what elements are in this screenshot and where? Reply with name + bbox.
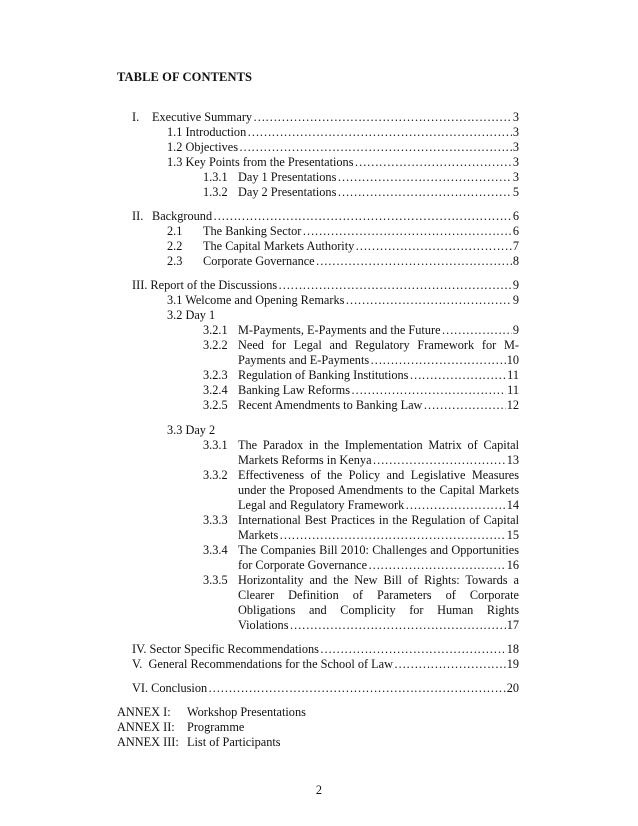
toc-title: Banking Law Reforms xyxy=(238,383,351,397)
toc-page: 20 xyxy=(506,681,519,695)
toc-entry-day1-presentations[interactable] xyxy=(238,170,519,185)
dot-leader xyxy=(354,155,511,170)
dot-leader xyxy=(278,278,512,293)
dot-leader xyxy=(373,453,506,468)
toc-title: Payments and E-Payments xyxy=(238,353,370,367)
toc-heading: TABLE OF CONTENTS xyxy=(117,70,253,84)
toc-title-line[interactable]: Clearer Definition of Parameters of Corporate xyxy=(238,588,519,602)
toc-title-line[interactable]: The Paradox in the Implementation Matrix of Capital xyxy=(238,438,519,452)
dot-leader xyxy=(320,642,506,657)
dot-leader xyxy=(337,185,511,200)
toc-title: 1.1 Introduction xyxy=(167,125,247,139)
toc-title: for Corporate Governance xyxy=(238,558,368,572)
toc-title: The Capital Markets Authority xyxy=(203,239,355,253)
annex-2-key: ANNEX II: xyxy=(117,720,175,734)
toc-num-3-2-2: 3.2.2 xyxy=(203,338,228,352)
dot-leader xyxy=(337,170,511,185)
toc-entry-regulation-banking[interactable] xyxy=(238,368,519,383)
toc-num-1-3-1: 1.3.1 xyxy=(203,170,228,184)
toc-title: Background xyxy=(152,209,213,223)
toc-title-line[interactable]: Horizontality and the New Bill of Rights: Towards a xyxy=(238,573,519,587)
annex-3-key: ANNEX III: xyxy=(117,735,179,749)
toc-title-line[interactable]: Effectiveness of the Policy and Legislative Measures xyxy=(238,468,519,482)
toc-page: 19 xyxy=(506,657,519,671)
toc-num-3-3-4: 3.3.4 xyxy=(203,543,228,557)
toc-num-ii: II. xyxy=(132,209,144,223)
toc-page: 11 xyxy=(507,383,519,397)
toc-entry-day-2[interactable]: 3.3 Day 2 xyxy=(167,423,216,437)
dot-leader xyxy=(316,254,512,269)
toc-page: 3 xyxy=(512,110,519,124)
toc-title: M-Payments, E-Payments and the Future xyxy=(238,323,441,337)
toc-page: 14 xyxy=(506,498,519,512)
toc-num-3-2-4: 3.2.4 xyxy=(203,383,228,397)
toc-title-line[interactable]: Obligations and Complicity for Human Rights xyxy=(238,603,519,617)
toc-entry-background[interactable] xyxy=(152,209,519,224)
toc-title: The Banking Sector xyxy=(203,224,302,238)
dot-leader xyxy=(405,498,505,513)
annex-1-title[interactable]: Workshop Presentations xyxy=(187,705,306,719)
toc-num-2-3: 2.3 xyxy=(167,254,183,268)
dot-leader xyxy=(351,383,506,398)
dot-leader xyxy=(370,353,506,368)
toc-title: 1.2 Objectives xyxy=(167,140,239,154)
dot-leader xyxy=(279,528,505,543)
dot-leader xyxy=(239,140,512,155)
toc-entry-day2-presentations[interactable] xyxy=(238,185,519,200)
dot-leader xyxy=(247,125,512,140)
dot-leader xyxy=(409,368,506,383)
toc-page: 17 xyxy=(506,618,519,632)
toc-title: Markets xyxy=(238,528,279,542)
toc-num-3-2-5: 3.2.5 xyxy=(203,398,228,412)
annex-1-key: ANNEX I: xyxy=(117,705,171,719)
toc-entry-banking-sector[interactable] xyxy=(203,224,519,239)
toc-title: VI. Conclusion xyxy=(132,681,208,695)
dot-leader xyxy=(345,293,511,308)
dot-leader xyxy=(394,657,506,672)
toc-entry-capital-markets-authority[interactable] xyxy=(203,239,519,254)
toc-num-3-2-1: 3.2.1 xyxy=(203,323,228,337)
toc-num-3-3-1: 3.3.1 xyxy=(203,438,228,452)
toc-page: 6 xyxy=(512,224,519,238)
toc-page: 6 xyxy=(512,209,519,223)
toc-entry-general-recommendations[interactable] xyxy=(132,657,519,672)
dot-leader xyxy=(368,558,506,573)
annex-3-title[interactable]: List of Participants xyxy=(187,735,281,749)
toc-page: 8 xyxy=(512,254,519,268)
toc-entry-m-payments[interactable] xyxy=(238,323,519,338)
toc-title: Executive Summary xyxy=(152,110,253,124)
dot-leader xyxy=(302,224,511,239)
toc-title: III. Report of the Discussions xyxy=(132,278,278,292)
toc-entry-companies-bill[interactable] xyxy=(238,558,519,573)
toc-num-1-3-2: 1.3.2 xyxy=(203,185,228,199)
toc-entry-banking-law-reforms[interactable] xyxy=(238,383,519,398)
dot-leader xyxy=(290,618,506,633)
toc-page: 9 xyxy=(512,278,519,292)
toc-title-line[interactable]: Need for Legal and Regulatory Framework for M- xyxy=(238,338,519,352)
dot-leader xyxy=(253,110,512,125)
toc-title: Markets Reforms in Kenya xyxy=(238,453,372,467)
toc-entry-objectives[interactable] xyxy=(167,140,519,155)
toc-entry-paradox-implementation[interactable] xyxy=(238,453,519,468)
toc-entry-legal-framework-payments[interactable] xyxy=(238,353,519,368)
toc-entry-key-points[interactable] xyxy=(167,155,519,170)
toc-title: Day 2 Presentations xyxy=(238,185,337,199)
toc-title: Day 1 Presentations xyxy=(238,170,337,184)
toc-entry-introduction[interactable] xyxy=(167,125,519,140)
toc-num-i: I. xyxy=(132,110,140,124)
toc-page: 5 xyxy=(512,185,519,199)
toc-title: 1.3 Key Points from the Presentations xyxy=(167,155,354,169)
toc-title: Recent Amendments to Banking Law xyxy=(238,398,423,412)
toc-entry-effectiveness-policy[interactable] xyxy=(238,498,519,513)
toc-num-3-3-5: 3.3.5 xyxy=(203,573,228,587)
toc-page: 10 xyxy=(506,353,519,367)
toc-entry-horizontality[interactable] xyxy=(238,618,519,633)
toc-entry-corporate-governance[interactable] xyxy=(203,254,519,269)
toc-title: IV. Sector Specific Recommendations xyxy=(132,642,319,656)
toc-num-2-1: 2.1 xyxy=(167,224,183,238)
toc-title: Corporate Governance xyxy=(203,254,315,268)
toc-title-line[interactable]: under the Proposed Amendments to the Capital Markets xyxy=(238,483,519,497)
toc-page: 11 xyxy=(507,368,519,382)
toc-num-2-2: 2.2 xyxy=(167,239,183,253)
toc-num-3-3-3: 3.3.3 xyxy=(203,513,228,527)
toc-entry-day-1[interactable]: 3.2 Day 1 xyxy=(167,308,216,322)
toc-entry-recent-amendments[interactable] xyxy=(238,398,519,413)
toc-title: V. General Recommendations for the School of Law xyxy=(132,657,394,671)
dot-leader xyxy=(423,398,505,413)
toc-num-3-2-3: 3.2.3 xyxy=(203,368,228,382)
toc-page: 3 xyxy=(512,140,519,154)
toc-title-line[interactable]: International Best Practices in the Regulation of Capital xyxy=(238,513,519,527)
dot-leader xyxy=(355,239,512,254)
toc-page: 13 xyxy=(506,453,519,467)
toc-page: 18 xyxy=(506,642,519,656)
toc-title: Violations xyxy=(238,618,289,632)
toc-page: 16 xyxy=(506,558,519,572)
toc-title-line[interactable]: The Companies Bill 2010: Challenges and Opportunities xyxy=(238,543,519,557)
toc-page: 12 xyxy=(506,398,519,412)
toc-page: 3 xyxy=(512,170,519,184)
toc-entry-welcome-remarks[interactable] xyxy=(167,293,519,308)
toc-entry-international-best-practices[interactable] xyxy=(238,528,519,543)
toc-page: 7 xyxy=(512,239,519,253)
toc-entry-conclusion[interactable] xyxy=(132,681,519,696)
toc-num-3-3-2: 3.3.2 xyxy=(203,468,228,482)
toc-page: 3 xyxy=(512,125,519,139)
toc-entry-executive-summary[interactable] xyxy=(152,110,519,125)
page-number: 2 xyxy=(315,783,323,797)
toc-title: 3.1 Welcome and Opening Remarks xyxy=(167,293,345,307)
toc-page: 3 xyxy=(512,155,519,169)
toc-page: 9 xyxy=(512,293,519,307)
toc-title: Legal and Regulatory Framework xyxy=(238,498,405,512)
toc-title: Regulation of Banking Institutions xyxy=(238,368,409,382)
toc-entry-report-discussions[interactable] xyxy=(132,278,519,293)
toc-page: 9 xyxy=(512,323,519,337)
toc-page: 15 xyxy=(506,528,519,542)
annex-2-title[interactable]: Programme xyxy=(187,720,245,734)
dot-leader xyxy=(208,681,506,696)
dot-leader xyxy=(213,209,512,224)
dot-leader xyxy=(442,323,512,338)
toc-entry-sector-recommendations[interactable] xyxy=(132,642,519,657)
